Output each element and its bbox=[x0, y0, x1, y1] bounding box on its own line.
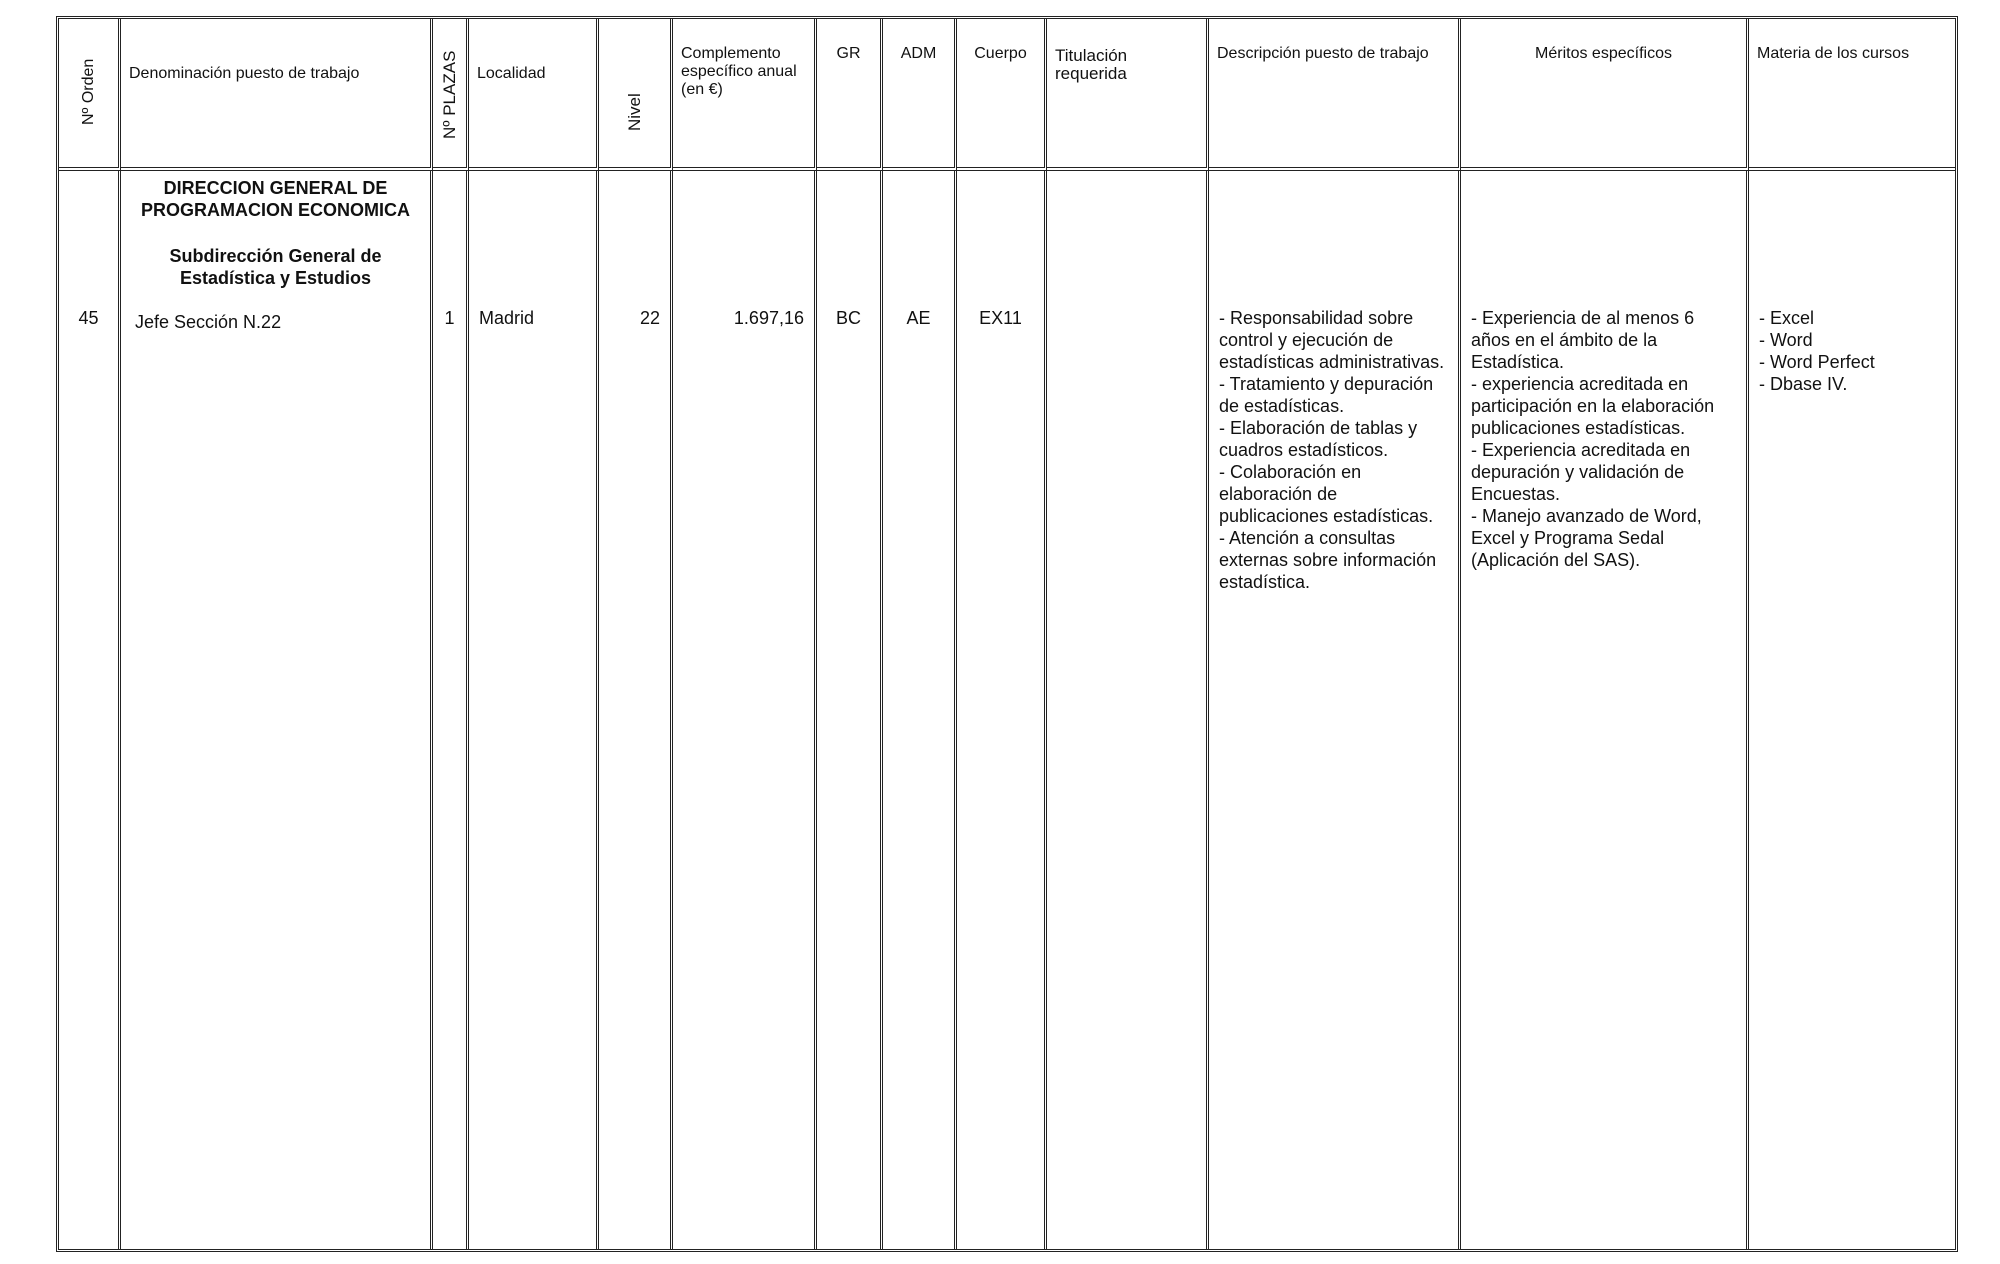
localidad-value: Madrid bbox=[479, 308, 535, 328]
cell-localidad bbox=[469, 171, 599, 1249]
header-row bbox=[59, 19, 1955, 171]
header-meritos bbox=[1461, 19, 1749, 171]
header-cuerpo bbox=[957, 19, 1047, 171]
unit-subdireccion: Subdirección General de Estadística y Estudios bbox=[169, 246, 382, 288]
table-row bbox=[59, 171, 1955, 1249]
adm-value: AE bbox=[906, 308, 931, 328]
cell-denominacion bbox=[121, 171, 433, 1249]
header-localidad-label: Localidad bbox=[477, 65, 546, 82]
cell-descripcion bbox=[1209, 171, 1461, 1249]
header-orden bbox=[59, 19, 121, 171]
header-complemento-label: Complemento específico anual (en €) bbox=[681, 45, 797, 98]
header-localidad bbox=[469, 19, 599, 171]
header-adm-label: ADM bbox=[900, 45, 937, 62]
cuerpo-value: EX11 bbox=[979, 308, 1022, 328]
job-posting-table bbox=[56, 16, 1958, 1252]
header-cuerpo-label: Cuerpo bbox=[974, 45, 1027, 62]
descripcion-value: - Responsabilidad sobre control y ejecución de estadísticas administrativas. - Tratamiento y depuración de estadísticas. - Elaboración de tablas y cuadros estadísticos. - Colaboración en elaboración de publicaciones estadísticas. - Atención a consultas externas sobre información estadística. bbox=[1219, 308, 1445, 592]
header-titulacion bbox=[1047, 19, 1209, 171]
cell-meritos bbox=[1461, 171, 1749, 1249]
header-titulacion-label: Titulación requerida bbox=[1055, 46, 1128, 83]
cell-adm bbox=[883, 171, 957, 1249]
unit-direccion: DIRECCION GENERAL DE PROGRAMACION ECONOMICA bbox=[141, 178, 410, 220]
header-orden-label: Nº Orden bbox=[79, 58, 97, 125]
header-gr-label: GR bbox=[836, 45, 861, 62]
header-denominacion bbox=[121, 19, 433, 171]
header-descripcion-label: Descripción puesto de trabajo bbox=[1217, 45, 1429, 62]
header-materia-label: Materia de los cursos bbox=[1757, 45, 1910, 62]
cell-nivel bbox=[599, 171, 673, 1249]
plazas-value: 1 bbox=[444, 308, 455, 328]
cell-cuerpo bbox=[957, 171, 1047, 1249]
titulacion-value bbox=[1047, 171, 1206, 307]
header-gr bbox=[817, 19, 883, 171]
header-descripcion bbox=[1209, 19, 1461, 171]
gr-value: BC bbox=[835, 308, 861, 328]
job-posting-table-sheet bbox=[56, 16, 1952, 1252]
nivel-value: 22 bbox=[639, 308, 660, 328]
unit-block bbox=[121, 171, 430, 333]
cell-plazas bbox=[433, 171, 469, 1249]
cell-orden bbox=[59, 171, 121, 1249]
cell-complemento bbox=[673, 171, 817, 1249]
materia-value: - Excel - Word - Word Perfect - Dbase IV. bbox=[1759, 308, 1875, 394]
header-plazas-label: Nº PLAZAS bbox=[439, 50, 459, 139]
header-meritos-label: Méritos específicos bbox=[1535, 45, 1672, 62]
cell-titulacion bbox=[1047, 171, 1209, 1249]
header-adm bbox=[883, 19, 957, 171]
header-materia bbox=[1749, 19, 1955, 171]
header-complemento bbox=[673, 19, 817, 171]
header-denominacion-label: Denominación puesto de trabajo bbox=[129, 65, 360, 82]
cell-gr bbox=[817, 171, 883, 1249]
meritos-value: - Experiencia de al menos 6 años en el ámbito de la Estadística. - experiencia acreditada en participación en la elaboración publicaciones estadísticas. - Experiencia acreditada en depuración y validación de Encuestas. - Manejo avanzado de Word, Excel y Programa Sedal (Aplicación del SAS). bbox=[1471, 308, 1715, 570]
complemento-value: 1.697,16 bbox=[733, 308, 804, 328]
denominacion-value: Jefe Sección N.22 bbox=[135, 312, 282, 332]
orden-value: 45 bbox=[78, 308, 99, 328]
header-plazas bbox=[433, 19, 469, 171]
header-nivel-label: Nivel bbox=[624, 93, 644, 131]
cell-materia bbox=[1749, 171, 1955, 1249]
header-nivel bbox=[599, 19, 673, 171]
